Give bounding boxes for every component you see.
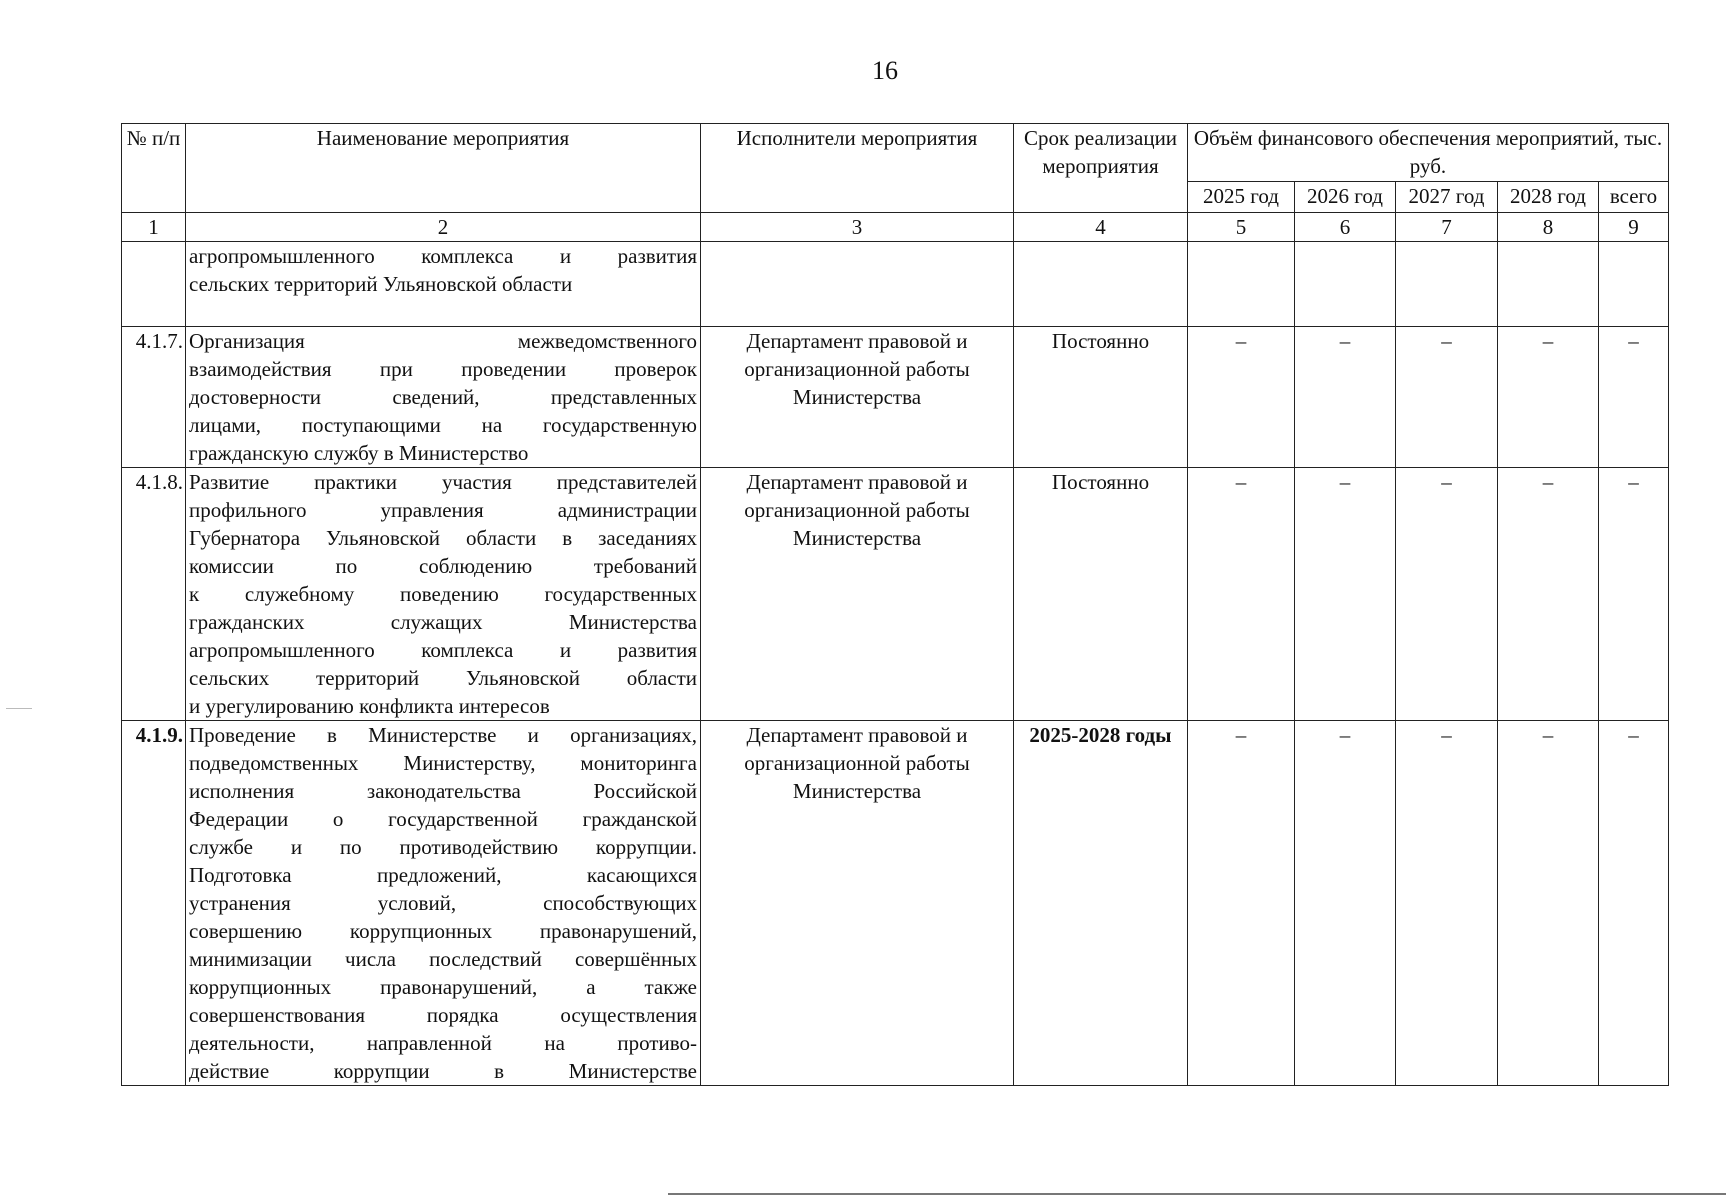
column-index: 7 [1396, 213, 1498, 242]
row-name-line: Федерации о государственной гражданской [189, 807, 697, 831]
row-period [1014, 242, 1188, 327]
column-index: 1 [122, 213, 186, 242]
row-name-line: гражданскую службу в Министерство [189, 441, 529, 465]
row-value-2026: – [1295, 721, 1396, 1086]
row-period: Постоянно [1014, 468, 1188, 721]
row-name-line: совершению коррупционных правонарушений, [189, 919, 697, 943]
column-index: 2 [186, 213, 701, 242]
row-name-line: взаимодействия при проведении проверок [189, 357, 697, 381]
row-value-2028 [1498, 242, 1599, 327]
activities-table-wrapper [121, 123, 1669, 1086]
table-row [122, 721, 1669, 1086]
row-name-line: коррупционных правонарушений, а также [189, 975, 697, 999]
column-index: 9 [1599, 213, 1669, 242]
row-name-line: Проведение в Министерстве и организациях, [189, 723, 697, 747]
row-value-2027 [1396, 242, 1498, 327]
row-name [186, 468, 701, 721]
column-index: 4 [1014, 213, 1188, 242]
header-year-2026: 2026 год [1295, 182, 1396, 213]
row-name-line: Подготовка предложений, касающихся [189, 863, 697, 887]
row-name-line: к служебному поведению государственных [189, 582, 697, 606]
row-name-line: сельских территорий Ульяновской области [189, 666, 697, 690]
row-name [186, 327, 701, 468]
row-name-line: Организация межведомственного [189, 329, 697, 353]
header-year-2028: 2028 год [1498, 182, 1599, 213]
row-executors [701, 242, 1014, 327]
row-name-line: агропромышленного комплекса и развития [189, 638, 697, 662]
header-num: № п/п [122, 124, 186, 213]
row-period: Постоянно [1014, 327, 1188, 468]
row-value-2025: – [1188, 721, 1295, 1086]
column-index: 3 [701, 213, 1014, 242]
row-value-2026 [1295, 242, 1396, 327]
row-value-total [1599, 242, 1669, 327]
table-row [122, 468, 1669, 721]
row-value-total: – [1599, 721, 1669, 1086]
page-edge-line [668, 1193, 1726, 1195]
activities-table [121, 123, 1669, 1086]
row-name-line: достоверности сведений, представленных [189, 385, 697, 409]
row-name-line: службе и по противодействию коррупции. [189, 835, 697, 859]
header-period: Срок реализации мероприятия [1014, 124, 1188, 213]
row-value-2028: – [1498, 327, 1599, 468]
row-name-line: сельских территорий Ульяновской области [189, 272, 573, 296]
row-num [122, 242, 186, 327]
header-executors: Исполнители мероприятия [701, 124, 1014, 213]
row-value-2028: – [1498, 468, 1599, 721]
scan-artifact [6, 708, 32, 709]
row-num: 4.1.9. [122, 721, 186, 1086]
header-year-2025: 2025 год [1188, 182, 1295, 213]
row-name-line: устранения условий, способствующих [189, 891, 697, 915]
page-number: 16 [872, 56, 898, 85]
row-name-line: совершенствования порядка осуществления [189, 1003, 697, 1027]
row-value-2025 [1188, 242, 1295, 327]
table-row [122, 327, 1669, 468]
row-value-total: – [1599, 468, 1669, 721]
row-executors: Департамент правовой и организационной работы Министерства [701, 721, 1014, 1086]
header-finance: Объём финансового обеспечения мероприятий, тыс. руб. [1188, 124, 1669, 182]
header-total: всего [1599, 182, 1669, 213]
header-year-2027: 2027 год [1396, 182, 1498, 213]
row-executors: Департамент правовой и организационной работы Министерства [701, 468, 1014, 721]
row-period: 2025-2028 годы [1014, 721, 1188, 1086]
row-name-line: деятельности, направленной на противо- [189, 1031, 697, 1055]
row-name-line: агропромышленного комплекса и развития [189, 244, 697, 268]
row-value-2025: – [1188, 468, 1295, 721]
row-value-2026: – [1295, 327, 1396, 468]
row-name-line: подведомственных Министерству, мониторинга [189, 751, 697, 775]
row-name-line: минимизации числа последствий совершённых [189, 947, 697, 971]
header-name: Наименование мероприятия [186, 124, 701, 213]
table-row [122, 242, 1669, 327]
row-num: 4.1.8. [122, 468, 186, 721]
row-name-line: действие коррупции в Министерстве [189, 1059, 697, 1083]
row-value-2027: – [1396, 468, 1498, 721]
row-value-2028: – [1498, 721, 1599, 1086]
row-name-line: и урегулированию конфликта интересов [189, 694, 550, 718]
row-value-total: – [1599, 327, 1669, 468]
row-name-line: гражданских служащих Министерства [189, 610, 697, 634]
row-name-line: Развитие практики участия представителей [189, 470, 697, 494]
row-value-2027: – [1396, 327, 1498, 468]
row-value-2027: – [1396, 721, 1498, 1086]
row-value-2025: – [1188, 327, 1295, 468]
row-name-line: профильного управления администрации [189, 498, 697, 522]
row-name-line: лицами, поступающими на государственную [189, 413, 697, 437]
row-num: 4.1.7. [122, 327, 186, 468]
column-index: 6 [1295, 213, 1396, 242]
column-index: 8 [1498, 213, 1599, 242]
row-executors: Департамент правовой и организационной работы Министерства [701, 327, 1014, 468]
row-name-line: исполнения законодательства Российской [189, 779, 697, 803]
row-name-line: комиссии по соблюдению требований [189, 554, 697, 578]
row-name [186, 242, 701, 327]
row-value-2026: – [1295, 468, 1396, 721]
column-index: 5 [1188, 213, 1295, 242]
row-name [186, 721, 701, 1086]
row-name-line: Губернатора Ульяновской области в заседаниях [189, 526, 697, 550]
